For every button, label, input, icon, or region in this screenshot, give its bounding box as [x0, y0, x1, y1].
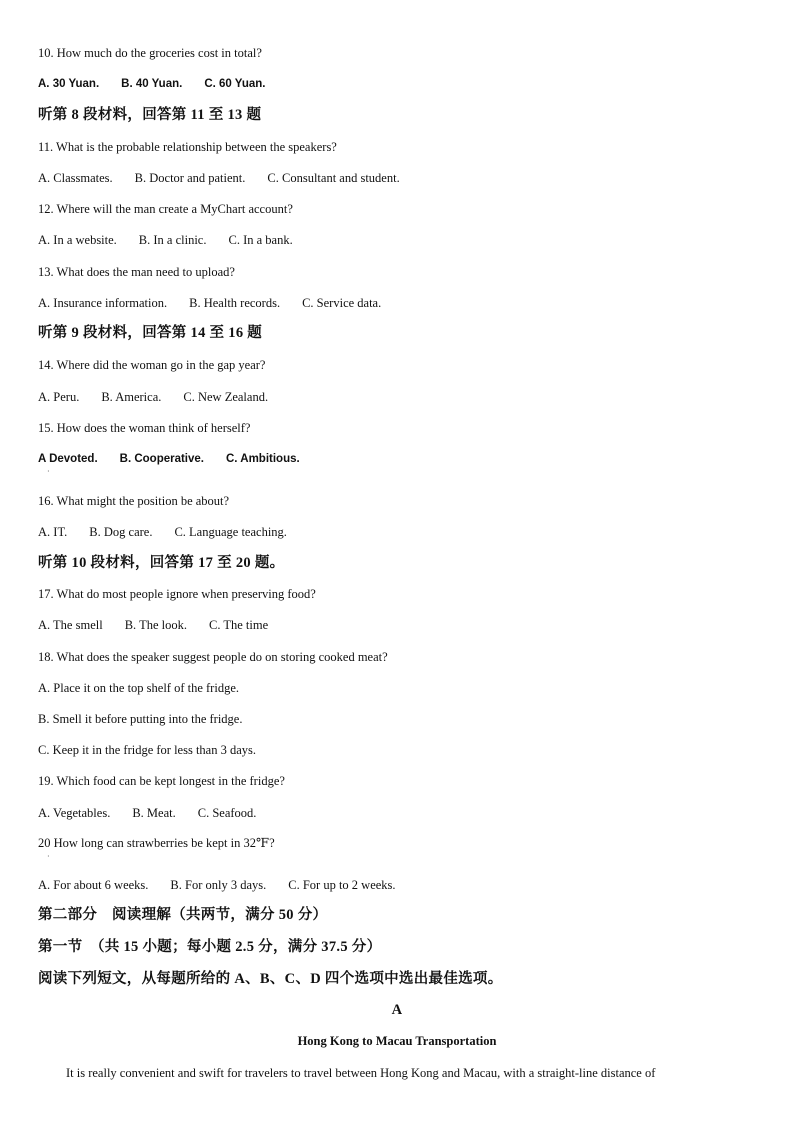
part-2-heading: 第二部分 阅读理解（共两节，满分 50 分）: [38, 907, 328, 923]
stray-dot: ·: [47, 852, 50, 861]
options-12: [38, 232, 293, 248]
option-c: C. New Zealand.: [183, 390, 269, 404]
option-a: A. Insurance information.: [38, 296, 168, 310]
option-b: B. In a clinic.: [138, 233, 207, 247]
option-a: A. 30 Yuan.: [38, 78, 100, 90]
section-9-heading: 听第 9 段材料，回答第 14 至 16 题: [38, 325, 263, 341]
option-b: B. America.: [101, 390, 162, 404]
options-16: [38, 524, 287, 540]
question-10: 10. How much do the groceries cost in total?: [38, 46, 262, 60]
option-a: A. Vegetables.: [38, 806, 111, 820]
options-19: [38, 805, 256, 821]
question-16: 16. What might the position be about?: [38, 494, 230, 508]
options-17: [38, 617, 268, 633]
options-15: [38, 451, 300, 467]
option-b: B. 40 Yuan.: [121, 78, 183, 90]
option-b: B. Doctor and patient.: [134, 171, 246, 185]
passage-letter: A: [391, 1002, 403, 1018]
section-1-heading: 第一节 （共 15 小题；每小题 2.5 分，满分 37.5 分）: [38, 939, 382, 955]
question-19: 19. Which food can be kept longest in the fridge?: [38, 774, 285, 788]
option-c: C. Ambitious.: [226, 453, 300, 465]
option-b: B. Dog care.: [89, 525, 153, 539]
option-a: A. IT.: [38, 525, 68, 539]
section-8-heading: 听第 8 段材料，回答第 11 至 13 题: [38, 107, 262, 123]
option-a: A Devoted.: [38, 453, 98, 465]
option-c: C. The time: [208, 618, 269, 632]
option-a: A. Classmates.: [38, 171, 113, 185]
options-10: [38, 76, 265, 92]
reading-instruction: 阅读下列短文，从每题所给的 A、B、C、D 四个选项中选出最佳选项。: [38, 971, 503, 987]
option-b: B. The look.: [124, 618, 187, 632]
question-15: 15. How does the woman think of herself?: [38, 421, 251, 435]
question-12: 12. Where will the man create a MyChart account?: [38, 202, 293, 216]
option-b: B. For only 3 days.: [170, 878, 267, 892]
option-a: A. Peru.: [38, 390, 80, 404]
option-c: C. 60 Yuan.: [204, 78, 266, 90]
option-b: B. Meat.: [132, 806, 176, 820]
option-a: A. In a website.: [38, 233, 117, 247]
passage-first-line: It is really convenient and swift for travelers to travel between Hong Kong and Macau, with a straight-line distance of: [66, 1066, 656, 1080]
passage-title: Hong Kong to Macau Transportation: [297, 1034, 497, 1048]
option-18-a: A. Place it on the top shelf of the fridge.: [38, 681, 239, 695]
question-14: 14. Where did the woman go in the gap year?: [38, 358, 266, 372]
option-18-c: C. Keep it in the fridge for less than 3 days.: [38, 743, 257, 757]
options-20: [38, 877, 396, 893]
option-c: C. Language teaching.: [174, 525, 287, 539]
question-13: 13. What does the man need to upload?: [38, 265, 235, 279]
option-c: C. Consultant and student.: [267, 171, 400, 185]
option-b: B. Health records.: [189, 296, 281, 310]
question-11: 11. What is the probable relationship between the speakers?: [38, 140, 337, 154]
question-17: 17. What do most people ignore when preserving food?: [38, 587, 316, 601]
options-11: [38, 170, 400, 186]
section-10-heading: 听第 10 段材料，回答第 17 至 20 题。: [38, 555, 285, 571]
options-13: [38, 295, 381, 311]
question-18: 18. What does the speaker suggest people do on storing cooked meat?: [38, 650, 388, 664]
option-a: A. The smell: [38, 618, 103, 632]
option-c: C. Seafood.: [197, 806, 257, 820]
option-b: B. Cooperative.: [119, 453, 204, 465]
question-20: 20 How long can strawberries be kept in 32℉?: [38, 836, 275, 850]
stray-dot: ·: [47, 467, 50, 476]
options-14: [38, 389, 268, 405]
option-c: C. For up to 2 weeks.: [288, 878, 396, 892]
option-c: C. Service data.: [302, 296, 382, 310]
option-18-b: B. Smell it before putting into the fridge.: [38, 712, 243, 726]
option-c: C. In a bank.: [228, 233, 293, 247]
option-a: A. For about 6 weeks.: [38, 878, 149, 892]
